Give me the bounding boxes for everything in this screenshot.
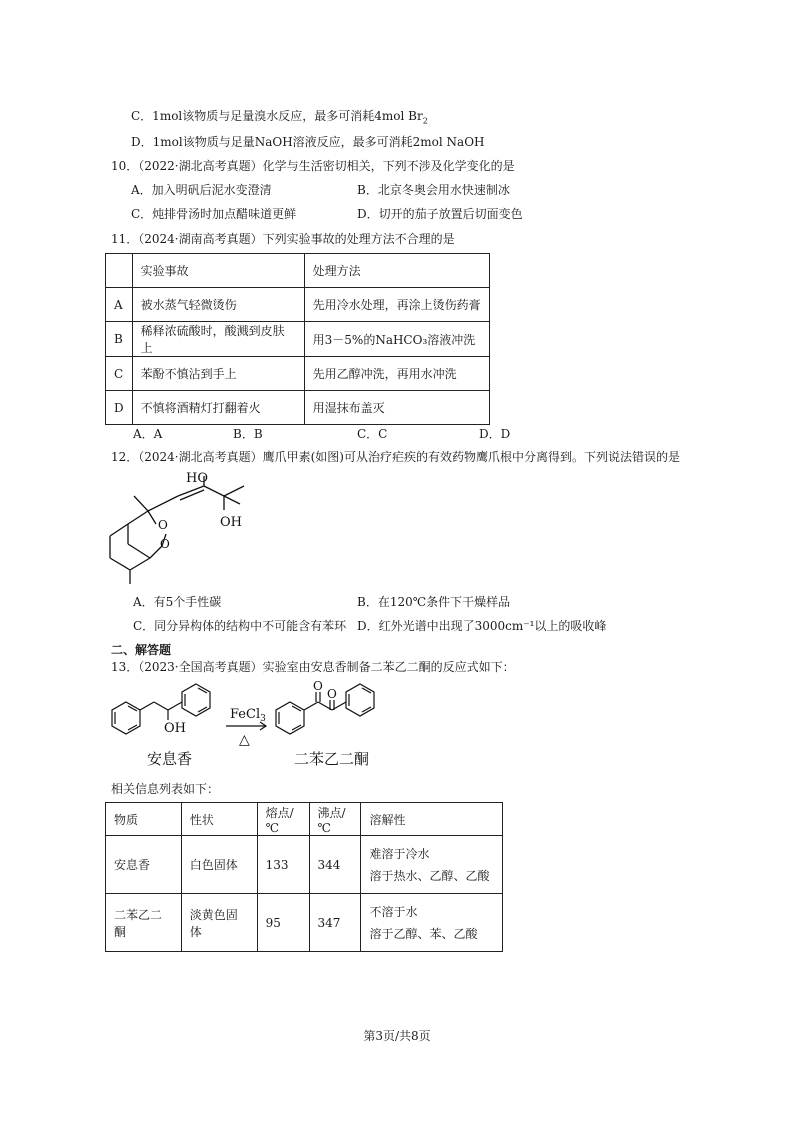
solubility-line: 难溶于冷水 [369, 846, 430, 861]
structure-o-label: O [160, 537, 170, 551]
reagent-formula: FeCl [230, 707, 261, 722]
table-cell: 稀释浓硫酸时，酸溅到皮肤上 [132, 322, 304, 357]
table-cell: 淡黄色固体 [181, 894, 257, 952]
table-cell: A [106, 288, 133, 322]
q11-option-c: C．C [357, 427, 388, 441]
yingzhao-jiasu-structure [100, 466, 270, 586]
q13-header-cell: 物质 [106, 803, 182, 836]
structure-o-label: O [158, 518, 168, 532]
table-cell: D [106, 391, 133, 425]
q13-header-cell: 熔点/℃ [257, 803, 309, 836]
q11-header-cell: 处理方法 [304, 254, 489, 288]
q12-stem: 12．（2024·湖北高考真题）鹰爪甲素(如图)可从治疗疟疾的有效药物鹰爪根中分离得到。下列说法错误的是 [111, 450, 680, 464]
heat-condition-symbol: △ [239, 732, 250, 748]
product-name: 二苯乙二酮 [294, 750, 370, 768]
table-cell [361, 894, 503, 952]
q9-option-c-text: C．1mol该物质与足量溴水反应，最多可消耗4mol Br [131, 109, 423, 123]
q13-table-header [106, 803, 503, 836]
solubility-line: 不溶于水 [369, 904, 418, 919]
table-cell: 用3－5%的NaHCO₃溶液冲洗 [304, 322, 489, 357]
table-cell [361, 836, 503, 894]
q9-option-c [131, 107, 428, 125]
q11-table-header [106, 254, 490, 288]
q11-stem: 11．（2024·湖南高考真题）下列实验事故的处理方法不合理的是 [111, 232, 455, 246]
table-row [106, 322, 490, 357]
q11-option-b: B．B [233, 427, 263, 441]
table-cell: 344 [309, 836, 361, 894]
q11-header-cell: 实验事故 [132, 254, 304, 288]
q12-option-c: C．同分异构体的结构中不可能含有苯环 [133, 619, 347, 633]
reagent-subscript: 3 [260, 714, 266, 724]
q13-properties-table [105, 802, 503, 952]
q10-option-b: B．北京冬奥会用水快速制冰 [357, 183, 510, 197]
table-row [106, 288, 490, 322]
table-cell: 347 [309, 894, 361, 952]
table-row [106, 357, 490, 391]
table-row [106, 894, 503, 952]
q10-option-c: C．炖排骨汤时加点醋味道更鲜 [131, 207, 297, 221]
table-cell: 白色固体 [181, 836, 257, 894]
benzoin-oxidation-reaction [104, 680, 394, 772]
q11-option-d: D．D [479, 427, 511, 441]
q11-table [105, 253, 490, 425]
q12-option-d: D．红外光谱中出现了3000cm⁻¹以上的吸收峰 [357, 619, 607, 633]
q12-option-a: A．有5个手性碳 [133, 595, 222, 609]
q13-stem: 13．（2023·全国高考真题）实验室由安息香制备二苯乙二酮的反应式如下： [111, 660, 515, 674]
product-o-label: O [313, 680, 323, 693]
table-cell: B [106, 322, 133, 357]
table-cell: 95 [257, 894, 309, 952]
q12-option-b: B．在120℃条件下干燥样品 [357, 595, 511, 609]
solubility-line: 溶于热水、乙醇、乙酸 [369, 868, 490, 883]
table-row [106, 836, 503, 894]
table-cell: 先用冷水处理，再涂上烫伤药膏 [304, 288, 489, 322]
structure-ho-label: HO [186, 471, 208, 486]
table-cell: 苯酚不慎沾到手上 [132, 357, 304, 391]
table-cell: C [106, 357, 133, 391]
q13-header-cell: 沸点/℃ [309, 803, 361, 836]
reactant-name: 安息香 [147, 750, 193, 768]
table-cell: 用湿抹布盖灭 [304, 391, 489, 425]
table-cell: 被水蒸气轻微烫伤 [132, 288, 304, 322]
q13-header-cell: 溶解性 [361, 803, 503, 836]
solubility-line: 溶于乙醇、苯、乙酸 [369, 926, 478, 941]
table-cell: 133 [257, 836, 309, 894]
q10-option-a: A．加入明矾后泥水变澄清 [131, 183, 272, 197]
section-title: 二、解答题 [111, 643, 172, 657]
q9-option-c-sub: 2 [422, 116, 428, 126]
page-number: 第3页/共8页 [363, 1029, 431, 1043]
q13-info-intro: 相关信息列表如下： [111, 782, 220, 796]
table-cell: 先用乙醇冲洗，再用水冲洗 [304, 357, 489, 391]
q10-option-d: D．切开的茄子放置后切面变色 [357, 207, 523, 221]
q13-header-cell: 性状 [181, 803, 257, 836]
q11-header-cell [106, 254, 133, 288]
q10-stem: 10．（2022·湖北高考真题）化学与生活密切相关，下列不涉及化学变化的是 [111, 159, 515, 173]
table-cell: 安息香 [106, 836, 182, 894]
reagent-label [230, 707, 266, 724]
structure-oh-label: OH [220, 515, 242, 530]
table-cell: 二苯乙二酮 [106, 894, 182, 952]
table-cell: 不慎将酒精灯打翻着火 [132, 391, 304, 425]
q11-option-a: A．A [133, 427, 163, 441]
table-row [106, 391, 490, 425]
product-o-label: O [327, 687, 337, 701]
q9-option-d: D．1mol该物质与足量NaOH溶液反应，最多可消耗2mol NaOH [131, 135, 485, 149]
reactant-oh-label: OH [164, 721, 186, 736]
